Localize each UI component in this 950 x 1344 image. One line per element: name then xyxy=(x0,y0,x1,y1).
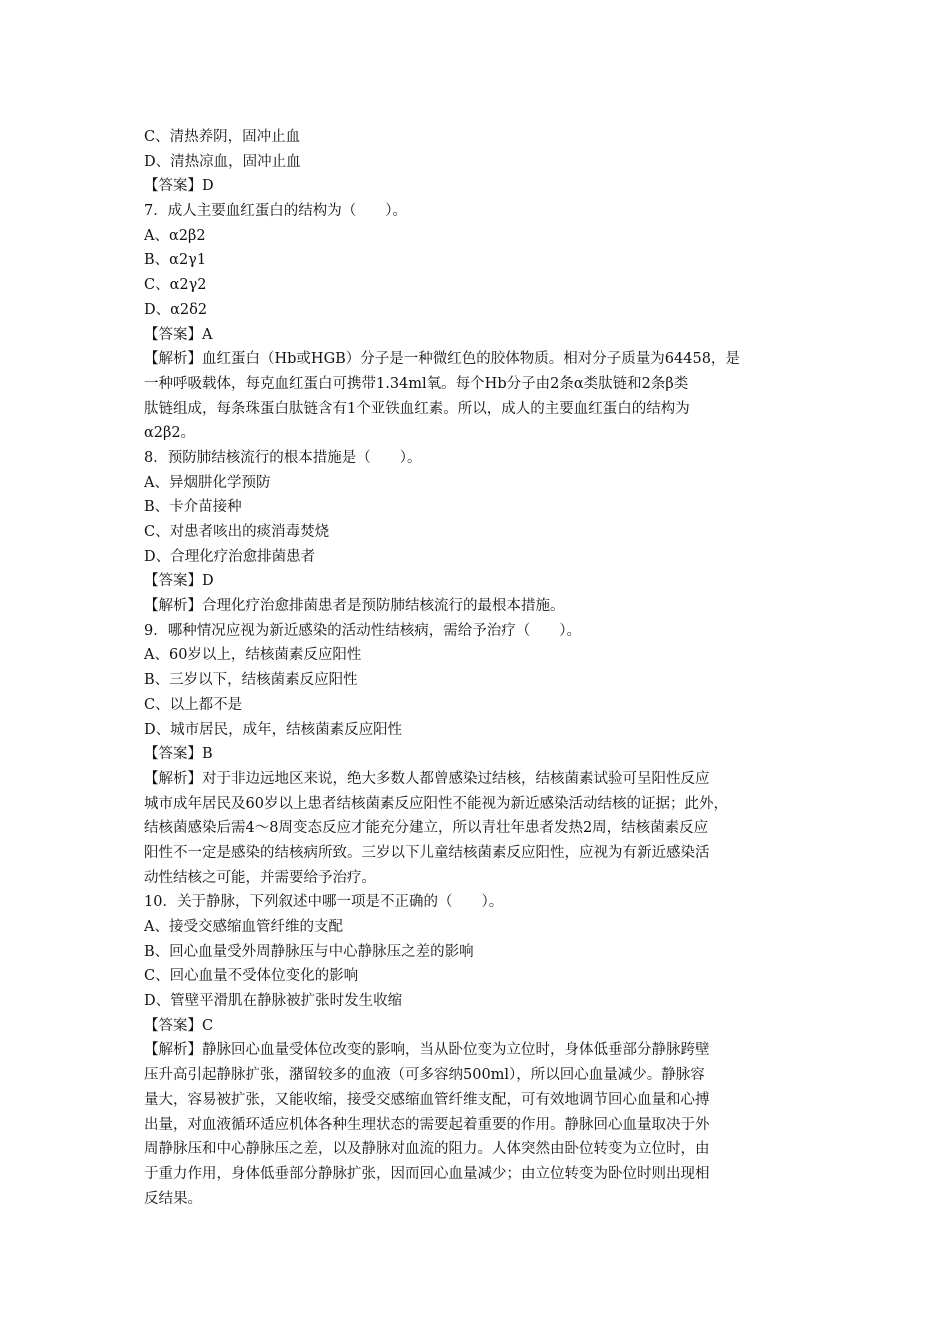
option-d: D、清热凉血，固冲止血 xyxy=(144,153,301,170)
explanation-line: 周静脉压和中心静脉压之差，以及静脉对血流的阻力。人体突然由卧位转变为立位时，由 xyxy=(144,1141,710,1158)
answer-line: 【答案】D xyxy=(144,573,214,590)
explanation-line: 压升高引起静脉扩张，潴留较多的血液（可多容纳500ml），所以回心血量减少。静脉容 xyxy=(144,1067,705,1084)
option-c: C、清热养阴，固冲止血 xyxy=(144,129,301,145)
answer-line: 【答案】A xyxy=(144,326,213,343)
question-7: 7．成人主要血红蛋白的结构为（ ）。 xyxy=(144,203,407,220)
explanation-line: 肽链组成，每条珠蛋白肽链含有1个亚铁血红素。所以，成人的主要血红蛋白的结构为 xyxy=(144,400,690,417)
option-d: D、管壁平滑肌在静脉被扩张时发生收缩 xyxy=(144,993,403,1010)
document-body xyxy=(144,125,814,1211)
explanation-line: 量大，容易被扩张，又能收缩，接受交感缩血管纤维支配，可有效地调节回心血量和心搏 xyxy=(144,1091,710,1108)
explanation-line: 【解析】血红蛋白（Hb或HGB）分子是一种微红色的胶体物质。相对分子质量为64458，是 xyxy=(144,351,740,368)
option-b: B、三岁以下，结核菌素反应阳性 xyxy=(144,672,358,689)
answer-line: 【答案】B xyxy=(144,746,213,763)
option-a: A、接受交感缩血管纤维的支配 xyxy=(144,919,343,935)
option-d: D、合理化疗治愈排菌患者 xyxy=(144,548,316,565)
explanation-line: α2β2。 xyxy=(144,425,196,442)
option-a: A、异烟肼化学预防 xyxy=(144,474,271,491)
question-8: 8．预防肺结核流行的根本措施是（ ）。 xyxy=(144,449,422,466)
explanation-line: 一种呼吸载体，每克血红蛋白可携带1.34ml氧。每个Hb分子由2条α类肽链和2条β类 xyxy=(144,375,689,392)
question-9: 9．哪种情况应视为新近感染的活动性结核病，需给予治疗（ ）。 xyxy=(144,622,581,639)
explanation-line: 【解析】对于非边远地区来说，绝大多数人都曾感染过结核，结核菌素试验可呈阳性反应 xyxy=(144,770,710,787)
explanation-line: 出量，对血液循环适应机体各种生理状态的需要起着重要的作用。静脉回心血量取决于外 xyxy=(144,1116,710,1133)
explanation-line: 结核菌感染后需4～8周变态反应才能充分建立，所以青壮年患者发热2周，结核菌素反应 xyxy=(144,820,709,837)
explanation-line: 【解析】静脉回心血量受体位改变的影响，当从卧位变为立位时，身体低垂部分静脉跨壁 xyxy=(144,1042,710,1059)
option-a: A、60岁以上，结核菌素反应阳性 xyxy=(144,647,362,664)
option-c: C、对患者咳出的痰消毒焚烧 xyxy=(144,524,330,540)
option-b: B、卡介苗接种 xyxy=(144,499,242,516)
explanation-line: 城市成年居民及60岁以上患者结核菌素反应阳性不能视为新近感染活动结核的证据；此外， xyxy=(144,795,728,812)
explanation-line: 【解析】合理化疗治愈排菌患者是预防肺结核流行的最根本措施。 xyxy=(144,598,565,615)
option-b: B、回心血量受外周静脉压与中心静脉压之差的影响 xyxy=(144,943,474,960)
option-c: C、回心血量不受体位变化的影响 xyxy=(144,968,359,985)
explanation-line: 反结果。 xyxy=(144,1190,202,1207)
answer-line: 【答案】C xyxy=(144,1017,214,1034)
explanation-line: 于重力作用，身体低垂部分静脉扩张，因而回心血量减少；由立位转变为卧位时则出现相 xyxy=(144,1165,710,1182)
question-10: 10．关于静脉，下列叙述中哪一项是不正确的（ ）。 xyxy=(144,894,504,911)
option-a: A、α2β2 xyxy=(144,227,206,244)
explanation-line: 阳性不一定是感染的结核病所致。三岁以下儿童结核菌素反应阳性，应视为有新近感染活 xyxy=(144,844,710,861)
option-b: B、α2γ1 xyxy=(144,252,207,269)
explanation-line: 动性结核之可能，并需要给予治疗。 xyxy=(144,869,376,886)
option-c: C、以上都不是 xyxy=(144,696,243,713)
option-d: D、α2δ2 xyxy=(144,301,208,318)
answer-line: 【答案】D xyxy=(144,178,214,195)
option-c: C、α2γ2 xyxy=(144,277,207,294)
option-d: D、城市居民，成年，结核菌素反应阳性 xyxy=(144,721,403,738)
